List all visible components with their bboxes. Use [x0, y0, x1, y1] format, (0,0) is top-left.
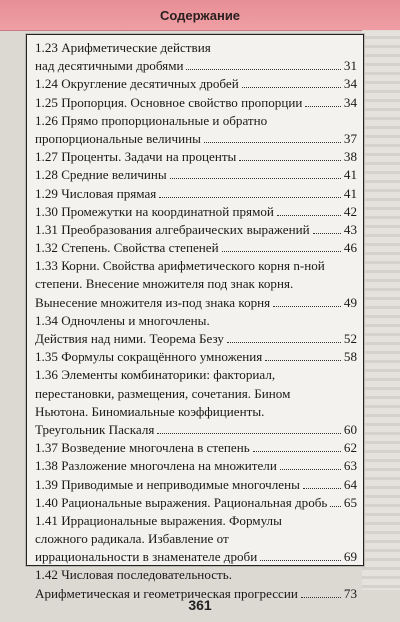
dot-leader: [239, 159, 341, 161]
toc-entry-line: 1.33 Корни. Свойства арифметического корня n-ной: [35, 258, 325, 274]
toc-entry-title-line: [35, 94, 357, 112]
toc-entry[interactable]: [35, 494, 357, 512]
toc-entry[interactable]: [35, 439, 357, 457]
toc-entry[interactable]: [35, 257, 357, 312]
toc-entry-title: 1.29 Числовая прямая: [35, 185, 157, 201]
toc-entry-title: 1.25 Пропорция. Основное свойство пропорции: [35, 94, 303, 110]
dot-leader: [159, 196, 341, 198]
toc-entry-title-line: [35, 494, 357, 512]
dot-leader: [186, 68, 340, 70]
toc-entry-title: 1.39 Приводимые и неприводимые многочлены: [35, 476, 300, 492]
dot-leader: [305, 105, 341, 107]
toc-entry[interactable]: [35, 366, 357, 439]
toc-entry-title: Треугольник Паскаля: [35, 421, 155, 437]
toc-entry-title: иррациональности в знаменателе дроби: [35, 549, 258, 565]
toc-entry-title: 1.37 Возведение многочлена в степень: [35, 440, 250, 456]
page-header: [0, 0, 400, 31]
toc-entry-page: 46: [343, 240, 357, 256]
toc-entry-title-line: [35, 330, 357, 348]
toc-entry-line: 1.41 Иррациональные выражения. Формулы: [35, 512, 282, 528]
toc-entry-title-line: [35, 294, 357, 312]
toc-entry-title: 1.38 Разложение многочлена на множители: [35, 458, 277, 474]
toc-entry-page: 42: [343, 203, 357, 219]
toc-entry-title-line: [35, 130, 357, 148]
toc-entry-title: пропорциональные величины: [35, 130, 201, 146]
dot-leader: [277, 214, 341, 216]
toc-entry[interactable]: [35, 39, 357, 75]
toc-entry[interactable]: [35, 512, 357, 567]
toc-list: [35, 39, 357, 603]
toc-entry-title: 1.35 Формулы сокращённого умножения: [35, 349, 263, 365]
dot-leader: [253, 450, 341, 452]
toc-entry-page: 69: [343, 549, 357, 565]
toc-entry-line: Ньютона. Биномиальные коэффициенты.: [35, 403, 265, 419]
contents-panel: [26, 34, 364, 601]
toc-entry-line: 1.42 Числовая последовательность.: [35, 567, 232, 583]
dot-leader: [222, 250, 341, 252]
toc-entry[interactable]: [35, 148, 357, 166]
toc-entry-page: 58: [343, 349, 357, 365]
toc-entry-title: 1.31 Преобразования алгебраических выражений: [35, 221, 310, 237]
toc-entry[interactable]: [35, 476, 357, 494]
toc-entry-line: 1.34 Одночлены и многочлены.: [35, 312, 210, 328]
page-number: 361: [188, 597, 212, 613]
toc-entry-page: 73: [343, 585, 357, 601]
toc-entry[interactable]: [35, 203, 357, 221]
dot-leader: [303, 487, 341, 489]
toc-entry-page: 31: [343, 58, 357, 74]
toc-entry-title: 1.30 Промежутки на координатной прямой: [35, 203, 274, 219]
toc-entry-title-line: [35, 75, 357, 93]
toc-entry-title-line: [35, 548, 357, 566]
toc-entry-title: Вынесение множителя из-под знака корня: [35, 294, 271, 310]
toc-entry-title-line: [35, 57, 357, 75]
dot-leader: [170, 177, 341, 179]
toc-entry-title: 1.32 Степень. Свойства степеней: [35, 240, 219, 256]
dot-leader: [227, 341, 341, 343]
toc-entry[interactable]: [35, 185, 357, 203]
toc-entry-page: 63: [343, 458, 357, 474]
toc-entry[interactable]: [35, 348, 357, 366]
toc-entry-title: над десятичными дробями: [35, 58, 184, 74]
toc-entry[interactable]: [35, 75, 357, 93]
toc-entry-title: Арифметическая и геометрическая прогрессии: [35, 585, 298, 601]
toc-entry-page: 62: [343, 440, 357, 456]
toc-entry-title: 1.27 Проценты. Задачи на проценты: [35, 149, 237, 165]
toc-entry[interactable]: [35, 166, 357, 184]
toc-entry-title-line: [35, 203, 357, 221]
toc-entry-line: 1.26 Прямо пропорциональные и обратно: [35, 112, 268, 128]
dot-leader: [204, 141, 341, 143]
dot-leader: [280, 468, 341, 470]
dot-leader: [260, 559, 341, 561]
toc-entry-title-line: [35, 439, 357, 457]
toc-entry-title: 1.24 Округление десятичных дробей: [35, 76, 239, 92]
toc-entry-page: 49: [343, 294, 357, 310]
dot-leader: [330, 505, 341, 507]
toc-entry-line: степени. Внесение множителя под знак корня.: [35, 276, 294, 292]
dot-leader: [157, 432, 341, 434]
toc-entry-page: 65: [343, 494, 357, 510]
dot-leader: [242, 86, 341, 88]
toc-entry-page: 34: [343, 94, 357, 110]
toc-entry-title-line: [35, 476, 357, 494]
toc-entry-page: 37: [343, 130, 357, 146]
toc-entry-title-line: [35, 221, 357, 239]
toc-entry-title-line: [35, 166, 357, 184]
toc-entry-page: 41: [343, 167, 357, 183]
toc-entry-title-line: [35, 148, 357, 166]
toc-entry-page: 41: [343, 185, 357, 201]
toc-entry-title: 1.28 Средние величины: [35, 167, 167, 183]
toc-entry-page: 52: [343, 331, 357, 346]
toc-entry[interactable]: [35, 312, 357, 348]
toc-entry-line: 1.36 Элементы комбинаторики: факториал,: [35, 367, 276, 383]
toc-entry-page: 34: [343, 76, 357, 92]
toc-entry-page: 43: [343, 221, 357, 237]
toc-entry[interactable]: [35, 221, 357, 239]
toc-entry-line: 1.23 Арифметические действия: [35, 40, 211, 55]
adjacent-page-edge: [362, 30, 400, 590]
toc-entry[interactable]: [35, 94, 357, 112]
toc-entry-line: перестановки, размещения, сочетания. Бином: [35, 385, 291, 401]
toc-entry-page: 38: [343, 149, 357, 165]
toc-entry-title-line: [35, 457, 357, 475]
dot-leader: [273, 305, 341, 307]
toc-entry[interactable]: [35, 239, 357, 257]
toc-entry-title: Действия над ними. Теорема Безу: [35, 331, 224, 346]
toc-entry-title-line: [35, 348, 357, 366]
toc-entry-title: 1.40 Рациональные выражения. Рациональная дробь: [35, 494, 328, 510]
toc-entry-page: 60: [343, 421, 357, 437]
toc-entry-line: сложного радикала. Избавление от: [35, 531, 229, 547]
toc-entry[interactable]: [35, 112, 357, 148]
dot-leader: [313, 232, 341, 234]
dot-leader: [265, 359, 341, 361]
toc-entry-title-line: [35, 421, 357, 439]
toc-entry-page: 64: [343, 476, 357, 492]
header-title: Содержание: [159, 8, 241, 23]
toc-entry-title-line: [35, 185, 357, 203]
toc-entry[interactable]: [35, 457, 357, 475]
toc-entry-title-line: [35, 239, 357, 257]
